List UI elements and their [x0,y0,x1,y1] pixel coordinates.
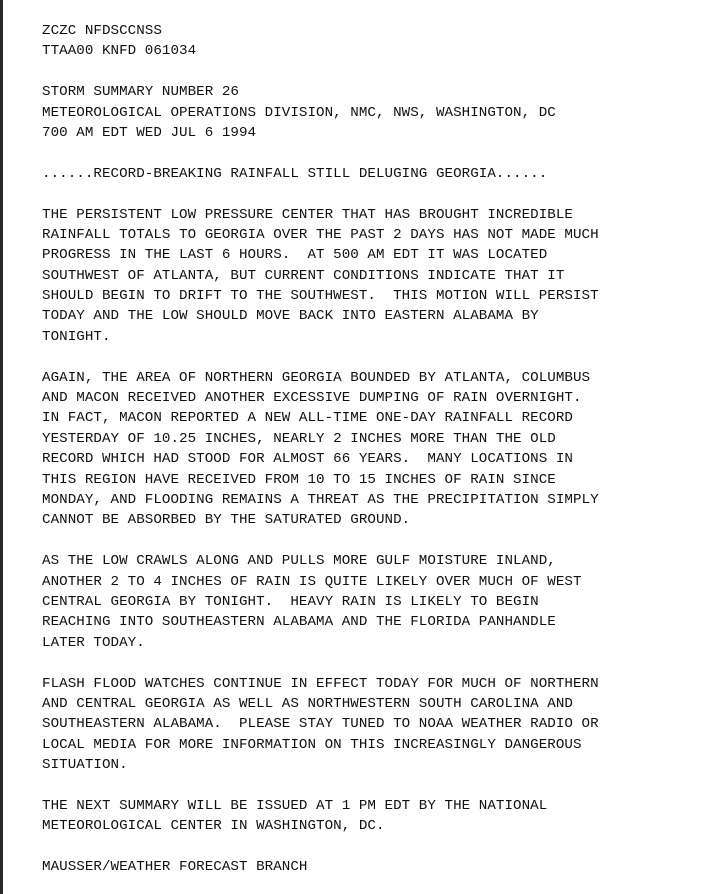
paragraph-line: SOUTHWEST OF ATLANTA, BUT CURRENT CONDITIONS INDICATE THAT IT [42,267,565,284]
paragraph-line: RAINFALL TOTALS TO GEORGIA OVER THE PAST 2 DAYS HAS NOT MADE MUCH [42,226,599,243]
storm-summary-bulletin [42,21,707,877]
paragraph-line: YESTERDAY OF 10.25 INCHES, NEARLY 2 INCHES MORE THAN THE OLD [42,430,556,447]
paragraph-line: PROGRESS IN THE LAST 6 HOURS. AT 500 AM EDT IT WAS LOCATED [42,247,548,264]
paragraph-line: AND MACON RECEIVED ANOTHER EXCESSIVE DUMPING OF RAIN OVERNIGHT. [42,390,582,407]
spacer [42,143,707,163]
paragraph-line: CENTRAL GEORGIA BY TONIGHT. HEAVY RAIN IS LIKELY TO BEGIN [42,593,539,610]
spacer [42,775,707,795]
paragraph-line: SITUATION. [42,757,128,774]
spacer [42,62,707,82]
paragraph-line: LATER TODAY. [42,634,145,651]
headline: ......RECORD-BREAKING RAINFALL STILL DELUGING GEORGIA...... [42,165,548,182]
paragraph-2 [42,368,707,531]
spacer [42,837,707,857]
paragraph-line: LOCAL MEDIA FOR MORE INFORMATION ON THIS INCREASINGLY DANGEROUS [42,736,582,753]
paragraph-line: IN FACT, MACON REPORTED A NEW ALL-TIME ONE-DAY RAINFALL RECORD [42,410,573,427]
paragraph-line: REACHING INTO SOUTHEASTERN ALABAMA AND THE FLORIDA PANHANDLE [42,614,556,631]
issuing-division: METEOROLOGICAL OPERATIONS DIVISION, NMC, NWS, WASHINGTON, DC [42,104,556,121]
spacer [42,184,707,204]
paragraph-line: ANOTHER 2 TO 4 INCHES OF RAIN IS QUITE LIKELY OVER MUCH OF WEST [42,573,582,590]
paragraph-line: METEOROLOGICAL CENTER IN WASHINGTON, DC. [42,818,385,835]
paragraph-line: SOUTHEASTERN ALABAMA. PLEASE STAY TUNED TO NOAA WEATHER RADIO OR [42,716,599,733]
signature: MAUSSER/WEATHER FORECAST BRANCH [42,859,308,876]
paragraph-3 [42,551,707,653]
header-line-2: TTAA00 KNFD 061034 [42,43,197,60]
header-line-1: ZCZC NFDSCCNSS [42,23,162,39]
paragraph-5 [42,796,707,837]
paragraph-line: RECORD WHICH HAD STOOD FOR ALMOST 66 YEARS. MANY LOCATIONS IN [42,451,573,468]
paragraph-line: THE NEXT SUMMARY WILL BE ISSUED AT 1 PM EDT BY THE NATIONAL [42,797,548,814]
paragraph-line: SHOULD BEGIN TO DRIFT TO THE SOUTHWEST. THIS MOTION WILL PERSIST [42,288,599,305]
paragraph-1 [42,205,707,348]
paragraph-line: AS THE LOW CRAWLS ALONG AND PULLS MORE GULF MOISTURE INLAND, [42,553,556,570]
issue-time: 700 AM EDT WED JUL 6 1994 [42,124,257,141]
spacer [42,347,707,367]
paragraph-line: FLASH FLOOD WATCHES CONTINUE IN EFFECT TODAY FOR MUCH OF NORTHERN [42,675,599,692]
paragraph-line: AGAIN, THE AREA OF NORTHERN GEORGIA BOUNDED BY ATLANTA, COLUMBUS [42,369,591,386]
paragraph-4 [42,674,707,776]
paragraph-line: THIS REGION HAVE RECEIVED FROM 10 TO 15 INCHES OF RAIN SINCE [42,471,556,488]
paragraph-line: AND CENTRAL GEORGIA AS WELL AS NORTHWESTERN SOUTH CAROLINA AND [42,695,573,712]
spacer [42,531,707,551]
paragraph-line: CANNOT BE ABSORBED BY THE SATURATED GROUND. [42,512,411,529]
spacer [42,653,707,673]
summary-number: STORM SUMMARY NUMBER 26 [42,84,239,101]
paragraph-line: TODAY AND THE LOW SHOULD MOVE BACK INTO EASTERN ALABAMA BY [42,308,539,325]
paragraph-line: THE PERSISTENT LOW PRESSURE CENTER THAT HAS BROUGHT INCREDIBLE [42,206,573,223]
paragraph-line: TONIGHT. [42,328,111,345]
scan-edge-line [0,0,3,894]
paragraph-line: MONDAY, AND FLOODING REMAINS A THREAT AS THE PRECIPITATION SIMPLY [42,491,599,508]
